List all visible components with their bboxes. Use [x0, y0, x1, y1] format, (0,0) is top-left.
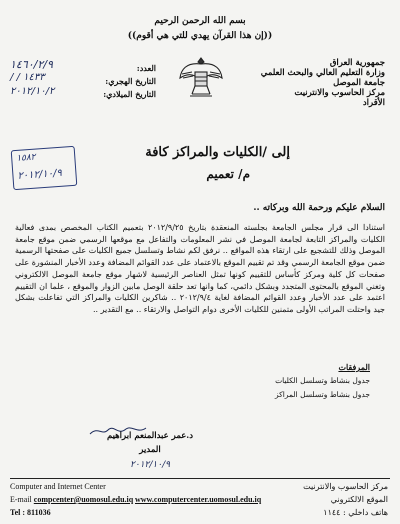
addressee: إلى /الكليات والمراكز كافة [145, 145, 290, 160]
attachments-title: المرفقات [338, 362, 370, 372]
footer-tel: Tel : 811036 [10, 508, 51, 517]
footer-center-name: Computer and Internet Center [10, 482, 106, 491]
subject: م/ تعميم [206, 167, 250, 181]
attachment-item: جدول بنشاط وتسلسل المراكز [275, 390, 370, 399]
letter-body: استنادا الى قرار مجلس الجامعة بجلسته المنعقدة بتاريخ ٢٠١٢/٩/٢٥ بتعميم الكتاب المخصص بمدى فعالية الكليات والمراكز التابعة لجامعة الموصل في نشر المعلومات والتفاعل مع موقعها الرسمي ضمن موقع جامعة الموصل وذلك للتشجيع على ارتقاء هذه المواقع .. نرفق لكم نشاط وتسلسل جميع الكليات على صفحتها الرسمية ضمن موقع الجامعة الرسمي وقد تم تقييم الموقع بالاعتماد على عدد القوائم المضافة وعدد الأخبار المنشورة على صفحات كل كلية ومركز كأساس للتقييم كونها تمثل العناصر الرئيسية لاشهار موقع جامعة الموصل الالكتروني وتغني الموقع بالمحتوى المتجدد وبشكل دائمي، كما وانها تعد حلقة الوصل مابين الزوار والموقع ، علما ان التقييم اعتمد على عدد الأخبار وعدد القوائم المضافة لغاية ٢٠١٢/٩/٤ .. شاكرين الكليات والمراكز التي تفاعلت بشكل جيد واحتلت المراتب الأولى متمنين للكليات الأخرى دوام التواصل والارتقاء .. مع التقدير .. [15, 223, 385, 314]
number-label: العدد: [136, 63, 156, 73]
attachment-item: جدول بنشاط وتسلسل الكليات [275, 376, 370, 385]
stamp-number: ١٥٨٢ [15, 152, 36, 164]
footer-email-label: E-mail [10, 495, 32, 504]
institution-line: الأقراد [362, 98, 385, 108]
footer-center-name-ar: مركز الحاسوب والانترنيت [303, 482, 388, 491]
footer-website-link[interactable]: www.computercenter.uomosul.edu.iq [135, 495, 262, 504]
basmala: بسم الله الرحمن الرحيم [154, 16, 246, 26]
footer-email-link[interactable]: compcenter@uomosul.edu.iq [33, 495, 134, 504]
hijri-date-value: / / ١٤٣٣ [10, 72, 45, 83]
stamp-date: ٢٠١٢/١٠/٩ [17, 167, 63, 182]
greeting: السلام عليكم ورحمة الله وبركاته .. [253, 203, 385, 213]
gregorian-date-label: التاريخ الميلادي: [103, 89, 156, 99]
footer-tel-ar: هاتف داخلي : ١١٤٤ [323, 508, 388, 517]
footer-email-line [10, 495, 133, 504]
institution-line: جامعة الموصل [333, 78, 385, 88]
received-stamp [11, 146, 78, 190]
footer-website-label: الموقع الالكتروني [330, 495, 388, 504]
institution-line: وزارة التعليم العالي والبحث العلمي [260, 68, 385, 78]
eagle-emblem-icon [176, 52, 226, 102]
hijri-date-label: التاريخ الهجري: [105, 76, 156, 86]
number-value: ١٤٦٠/٢/٩ [10, 58, 53, 71]
quran-verse: ((إن هذا القرآن يهدي للتي هي أقوم)) [127, 31, 273, 41]
institution-line: مركز الحاسوب والانترنيت [294, 88, 385, 98]
signatory-title: المدير [139, 445, 161, 455]
gregorian-date-value: ٢٠١٢/١٠/٢ [10, 86, 55, 97]
signature-date: ٢٠١٢/١٠/٩ [130, 460, 170, 470]
signatory-name: د.عمر عبدالمنعم ابراهيم [106, 431, 194, 441]
institution-block [255, 58, 385, 108]
footer-divider [10, 478, 390, 479]
institution-line: جمهورية العراق [329, 58, 385, 68]
